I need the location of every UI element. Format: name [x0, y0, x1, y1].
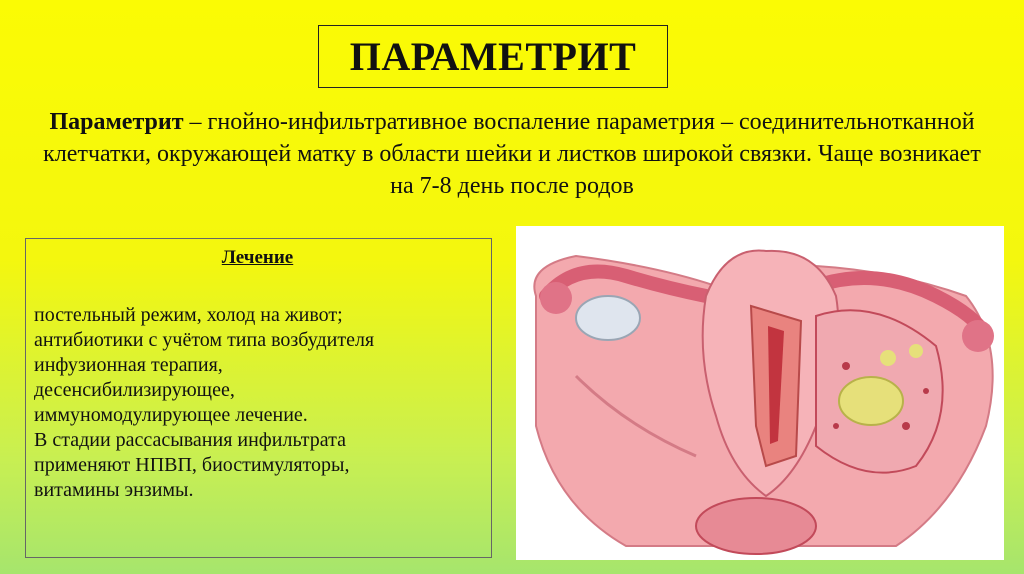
bladder — [696, 498, 816, 554]
uterus-drawing — [516, 226, 1004, 560]
treatment-line: применяют НПВП, биостимуляторы, — [34, 454, 350, 476]
vessel-spot — [923, 388, 929, 394]
treatment-box — [25, 238, 492, 558]
treatment-line: В стадии рассасывания инфильтрата — [34, 429, 347, 451]
treatment-line: постельный режим, холод на живот; — [34, 304, 343, 326]
vessel-spot — [833, 423, 839, 429]
treatment-line: десенсибилизирующее, — [34, 379, 235, 401]
left-fimbriae — [540, 282, 572, 314]
uterus-illustration — [516, 226, 1004, 560]
treatment-line: инфузионная терапия, — [34, 354, 223, 376]
definition-term: Параметрит — [49, 109, 184, 135]
treatment-heading: Лечение — [221, 247, 294, 268]
pus-spot — [909, 344, 923, 358]
definition-paragraph — [40, 106, 984, 202]
treatment-line: витамины энзимы. — [34, 479, 194, 501]
treatment-line: иммуномодулирующее лечение. — [34, 404, 308, 426]
page-title: ПАРАМЕТРИТ — [349, 34, 637, 79]
definition-text: – гнойно-инфильтративное воспаление параметрия – соединительнотканной клетчатки, окружающей матку в области шейки и листков широкой связки. Чаще возникает на 7-8 день после родов — [43, 109, 981, 199]
pus-focus — [839, 377, 903, 425]
vessel-spot — [902, 422, 910, 430]
treatment-line: антибиотики с учётом типа возбудителя — [34, 329, 375, 351]
vessel-spot — [842, 362, 850, 370]
pus-spot — [880, 350, 896, 366]
title-box — [318, 25, 668, 88]
ovary — [576, 296, 640, 340]
right-fimbriae — [962, 320, 994, 352]
